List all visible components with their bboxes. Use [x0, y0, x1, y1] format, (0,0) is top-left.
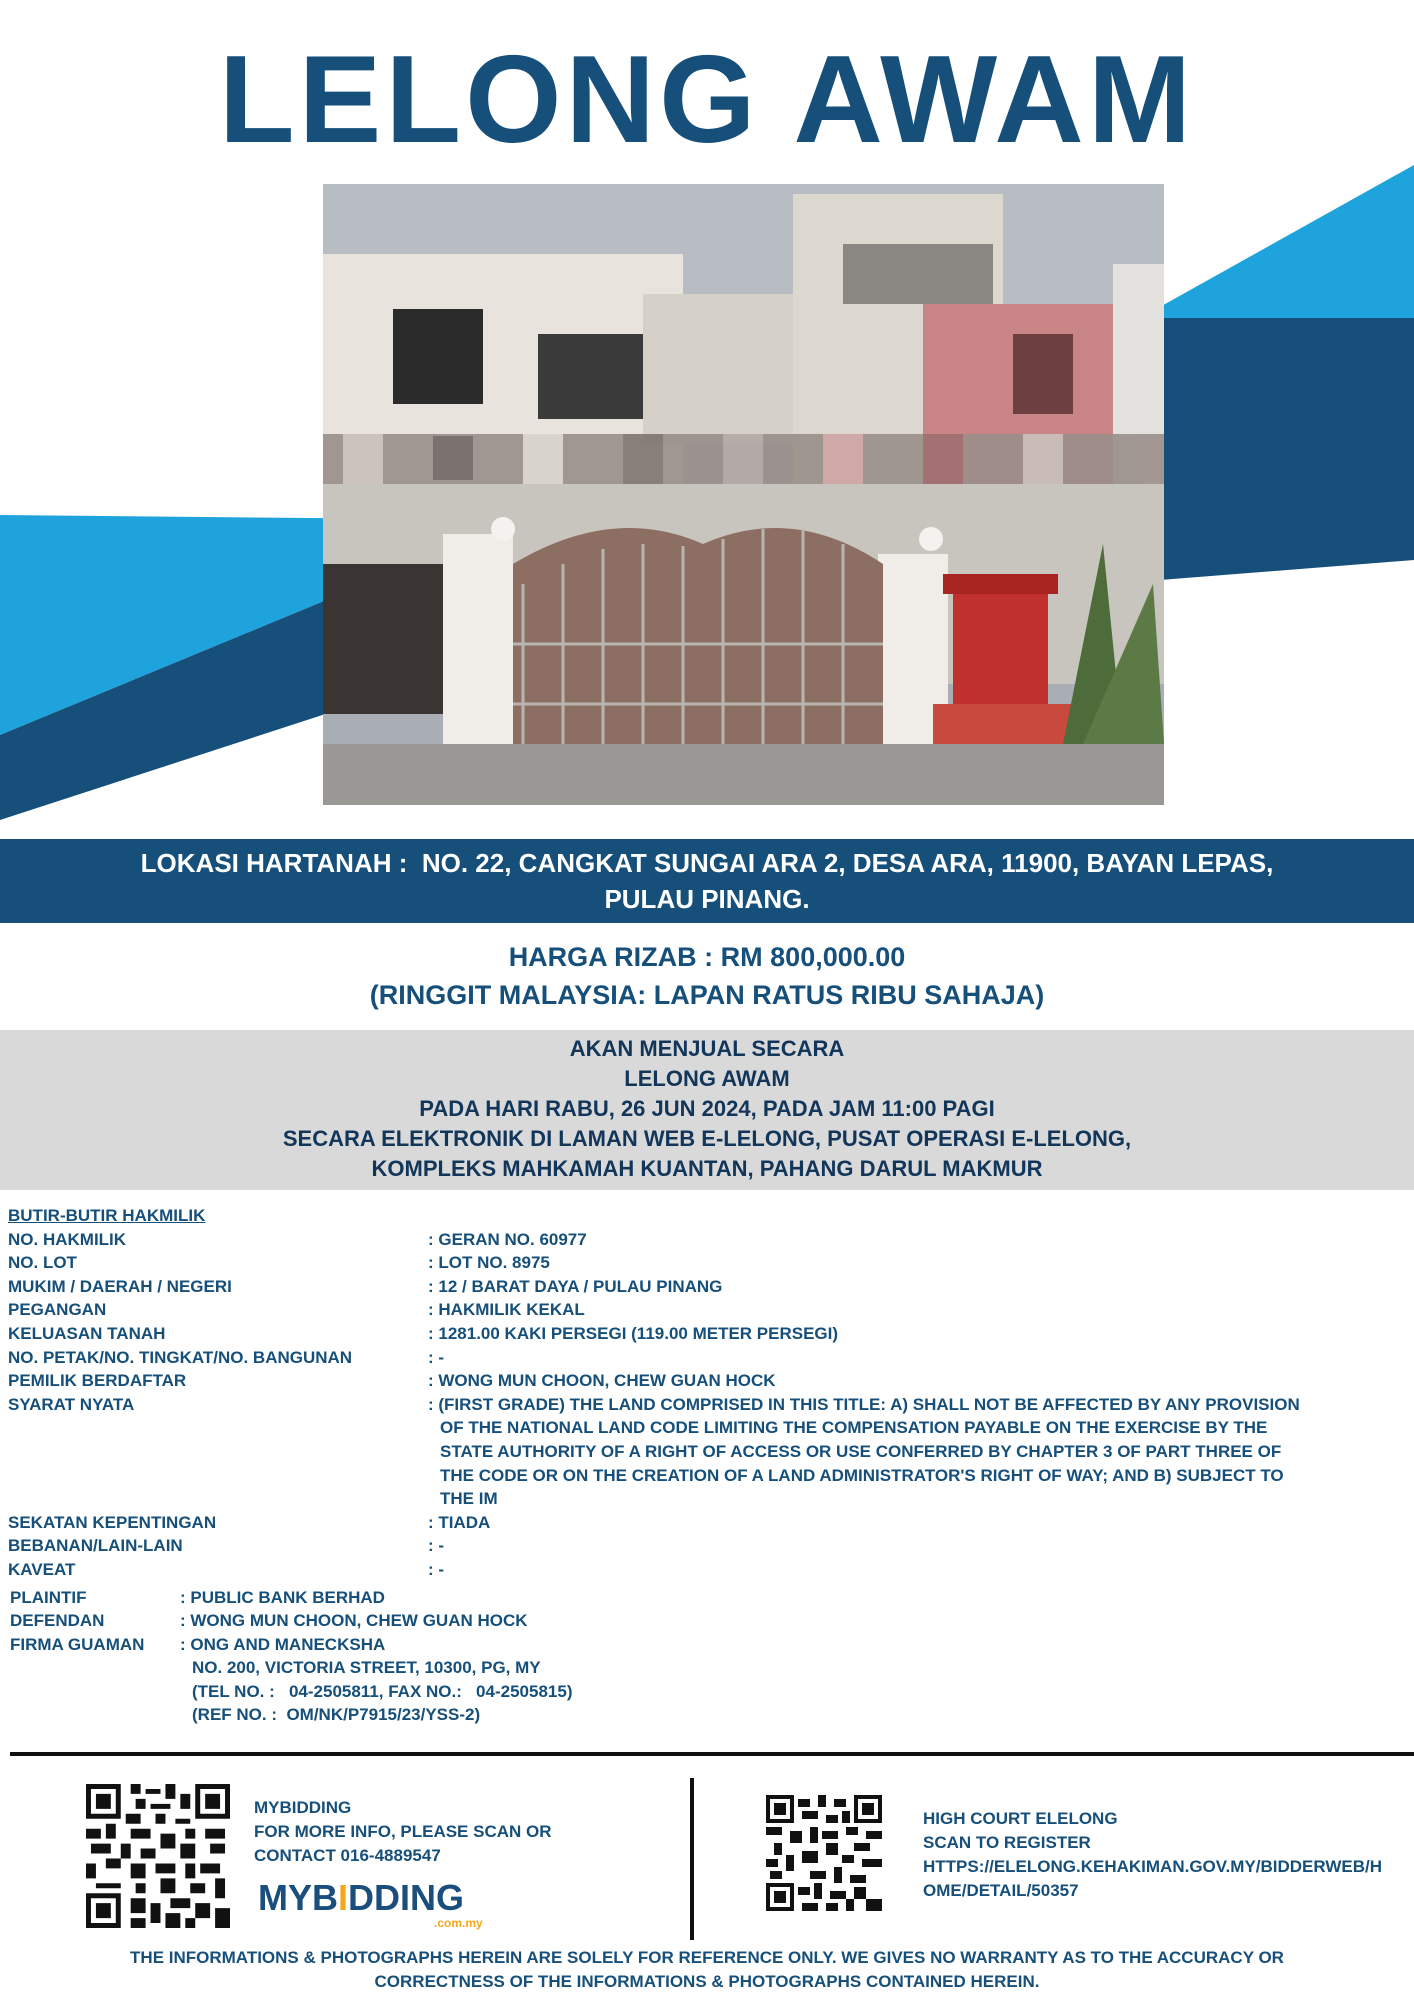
- elelong-scan: SCAN TO REGISTER: [923, 1833, 1091, 1852]
- logo-text-part: MYB: [258, 1877, 338, 1918]
- disclaimer-line1: THE INFORMATIONS & PHOTOGRAPHS HEREIN ARE SOLELY FOR REFERENCE ONLY. WE GIVES NO WARRANTY AS TO THE ACCURACY OR: [130, 1948, 1284, 1967]
- party-value: : WONG MUN CHOON, CHEW GUAN HOCK: [180, 1611, 528, 1631]
- elelong-title: HIGH COURT ELELONG: [923, 1809, 1118, 1828]
- firm-line: [8, 1703, 1408, 1727]
- detail-label: NO. LOT: [8, 1253, 77, 1273]
- party-label: DEFENDAN: [10, 1611, 105, 1631]
- detail-value: : TIADA: [428, 1512, 491, 1532]
- mybidding-info: FOR MORE INFO, PLEASE SCAN OR: [254, 1822, 552, 1841]
- detail-row: [8, 1369, 1408, 1393]
- detail-value: : -: [428, 1559, 445, 1579]
- property-location: [0, 839, 1414, 923]
- detail-value: : 1281.00 KAKI PERSEGI (119.00 METER PERSEGI): [428, 1323, 839, 1343]
- footer-divider: [10, 1752, 1414, 1756]
- firm-line: [8, 1656, 1408, 1680]
- detail-label: MUKIM / DAERAH / NEGERI: [8, 1276, 232, 1296]
- page-title: LELONG AWAM: [218, 31, 1196, 169]
- detail-row: [8, 1346, 1408, 1370]
- mybidding-logo: [258, 1878, 464, 1918]
- auction-info: [0, 1030, 1414, 1190]
- logo-text-part: DDING: [348, 1877, 465, 1918]
- detail-label: NO. HAKMILIK: [8, 1229, 127, 1249]
- parties: [8, 1586, 1408, 1728]
- location-address-line2: PULAU PINANG.: [604, 884, 810, 914]
- reserve-price-words: (RINGGIT MALAYSIA: LAPAN RATUS RIBU SAHAJA): [369, 980, 1045, 1010]
- location-address-line1: NO. 22, CANGKAT SUNGAI ARA 2, DESA ARA, 11900, BAYAN LEPAS,: [421, 848, 1274, 878]
- mybidding-name: MYBIDDING: [254, 1798, 352, 1817]
- title-details: [8, 1204, 1408, 1727]
- details-heading: BUTIR-BUTIR HAKMILIK: [8, 1206, 206, 1225]
- footer-vertical-divider: [690, 1778, 694, 1940]
- detail-label: BEBANAN/LAIN-LAIN: [8, 1536, 183, 1556]
- detail-label: PEMILIK BERDAFTAR: [8, 1371, 187, 1391]
- party-label: PLAINTIF: [10, 1587, 87, 1607]
- detail-row: [8, 1511, 1408, 1535]
- elelong-url[interactable]: HTTPS://ELELONG.KEHAKIMAN.GOV.MY/BIDDERWEB/HOME/DETAIL/50357: [923, 1857, 1383, 1900]
- detail-row: [8, 1251, 1408, 1275]
- elelong-qr-code[interactable]: [766, 1795, 882, 1911]
- detail-value: : GERAN NO. 60977: [428, 1229, 587, 1249]
- detail-value: : (FIRST GRADE) THE LAND COMPRISED IN THIS TITLE: A) SHALL NOT BE AFFECTED BY ANY PROVISION OF THE NATIONAL LAND CODE LIMITING THE COMPENSATION PAYABLE ON THE EXERCISE BY THE STATE AUTHORITY OF A RIGHT OF ACCESS OR USE CONFERRED BY CHAPTER 3 OF PART THREE OF THE CODE OR ON THE CREATION OF A LAND ADMINISTRATOR'S RIGHT OF WAY; AND B) SUBJECT TO THE IM: [428, 1394, 1300, 1509]
- detail-value: : -: [428, 1347, 445, 1367]
- detail-label: NO. PETAK/NO. TINGKAT/NO. BANGUNAN: [8, 1347, 353, 1367]
- detail-label: PEGANGAN: [8, 1300, 107, 1320]
- detail-label: KAVEAT: [8, 1559, 76, 1579]
- party-label: FIRMA GUAMAN: [10, 1634, 145, 1654]
- logo-text-accent: I: [338, 1877, 349, 1918]
- auction-line: LELONG AWAM: [624, 1066, 790, 1091]
- detail-row-syarat: [8, 1393, 1408, 1511]
- auction-line: PADA HARI RABU, 26 JUN 2024, PADA JAM 11:00 PAGI: [419, 1096, 995, 1121]
- detail-value: : LOT NO. 8975: [428, 1253, 550, 1273]
- party-row: [8, 1586, 1408, 1610]
- detail-row: [8, 1275, 1408, 1299]
- mybidding-qr-code[interactable]: [86, 1784, 230, 1928]
- detail-label: SYARAT NYATA: [8, 1394, 135, 1414]
- disclaimer: [0, 1946, 1414, 1994]
- detail-value: : WONG MUN CHOON, CHEW GUAN HOCK: [428, 1371, 776, 1391]
- detail-row: [8, 1322, 1408, 1346]
- auction-line: SECARA ELEKTRONIK DI LAMAN WEB E-LELONG, PUSAT OPERASI E-LELONG,: [282, 1126, 1132, 1151]
- auction-line: AKAN MENJUAL SECARA: [569, 1036, 845, 1061]
- detail-label: KELUASAN TANAH: [8, 1323, 166, 1343]
- detail-row: [8, 1298, 1408, 1322]
- disclaimer-line2: CORRECTNESS OF THE INFORMATIONS & PHOTOGRAPHS CONTAINED HEREIN.: [374, 1972, 1040, 1991]
- detail-value: : -: [428, 1536, 445, 1556]
- detail-row: [8, 1534, 1408, 1558]
- firm-contact: (TEL NO. : 04-2505811, FAX NO.: 04-2505815): [192, 1681, 573, 1701]
- party-row: [8, 1609, 1408, 1633]
- detail-row: [8, 1558, 1408, 1582]
- elelong-info: [923, 1807, 1393, 1903]
- party-value: : PUBLIC BANK BERHAD: [180, 1587, 385, 1607]
- auction-line: KOMPLEKS MAHKAMAH KUANTAN, PAHANG DARUL MAKMUR: [371, 1156, 1043, 1181]
- mybidding-phone: CONTACT 016-4889547: [254, 1846, 441, 1865]
- reserve-price-amount: HARGA RIZAB : RM 800,000.00: [508, 942, 906, 972]
- property-photo: [323, 184, 1164, 805]
- firm-reference: (REF NO. : OM/NK/P7915/23/YSS-2): [192, 1705, 481, 1725]
- logo-domain: .com.my: [434, 1916, 483, 1930]
- firm-line: [8, 1680, 1408, 1704]
- mybidding-contact: [254, 1796, 614, 1868]
- detail-value: : 12 / BARAT DAYA / PULAU PINANG: [428, 1276, 723, 1296]
- firm-address: NO. 200, VICTORIA STREET, 10300, PG, MY: [192, 1658, 541, 1678]
- reserve-price: [0, 938, 1414, 1018]
- party-row: [8, 1633, 1408, 1657]
- party-value: : ONG AND MANECKSHA: [180, 1634, 386, 1654]
- detail-label: SEKATAN KEPENTINGAN: [8, 1512, 217, 1532]
- detail-row: [8, 1228, 1408, 1252]
- location-label: LOKASI HARTANAH :: [140, 848, 408, 878]
- detail-value: : HAKMILIK KEKAL: [428, 1300, 585, 1320]
